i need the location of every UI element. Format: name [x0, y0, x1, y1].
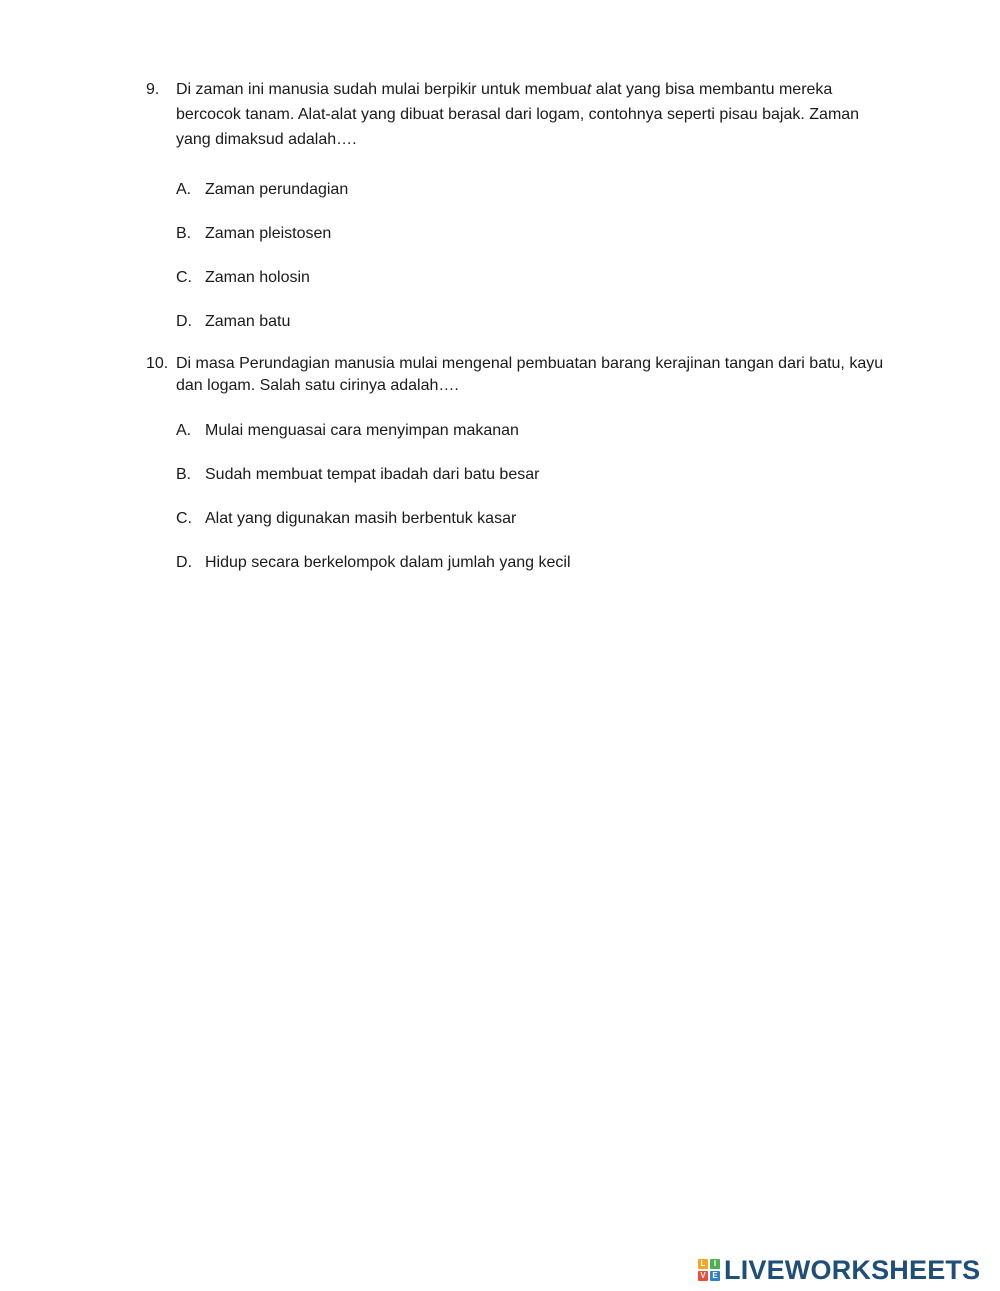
option-text: Zaman pleistosen — [205, 225, 332, 242]
option-letter: B. — [176, 225, 192, 242]
liveworksheets-logo-icon — [698, 1259, 720, 1281]
option-text: Zaman batu — [205, 313, 291, 330]
option-letter: D. — [176, 554, 192, 571]
option-text: Sudah membuat tempat ibadah dari batu besar — [205, 466, 540, 483]
logo-text: LIVEWORKSHEETS — [724, 1254, 981, 1285]
option-text: Mulai menguasai cara menyimpan makanan — [205, 422, 519, 439]
question-9-option-b[interactable] — [176, 223, 331, 245]
option-letter: C. — [176, 510, 192, 527]
option-letter: B. — [176, 466, 192, 483]
question-9 — [146, 77, 886, 152]
option-text: Zaman perundagian — [205, 181, 349, 198]
option-text: Alat yang digunakan masih berbentuk kasar — [205, 510, 517, 527]
logo-mark-tile: E — [710, 1271, 720, 1281]
question-number: 10. — [146, 355, 169, 372]
question-text-part: alat yang bisa membantu mereka bercocok tanam. Alat-alat yang dibuat berasal dari logam, contohnya seperti pisau bajak. Zaman yang dimaksud adalah…. — [176, 81, 860, 148]
question-9-option-c[interactable] — [176, 267, 310, 289]
question-text: Di masa Perundagian manusia mulai mengenal pembuatan barang kerajinan tangan dari batu, kayu dan logam. Salah satu cirinya adalah…. — [176, 355, 884, 394]
option-letter: A. — [176, 181, 192, 198]
logo-mark-tile: I — [710, 1259, 720, 1269]
logo-mark-tile: L — [698, 1259, 708, 1269]
option-text: Hidup secara berkelompok dalam jumlah yang kecil — [205, 554, 571, 571]
option-text: Zaman holosin — [205, 269, 310, 286]
question-10-option-c[interactable] — [176, 508, 516, 530]
question-10 — [146, 353, 886, 397]
option-letter: C. — [176, 269, 192, 286]
logo-mark-tile: V — [698, 1271, 708, 1281]
question-9-option-a[interactable] — [176, 179, 348, 201]
question-10-option-b[interactable] — [176, 464, 539, 486]
question-text-italic: t — [586, 81, 592, 98]
question-10-option-d[interactable] — [176, 552, 571, 574]
question-number: 9. — [146, 81, 160, 98]
question-9-option-d[interactable] — [176, 311, 290, 333]
liveworksheets-logo[interactable] — [698, 1256, 980, 1284]
option-letter: A. — [176, 422, 192, 439]
option-letter: D. — [176, 313, 192, 330]
question-text — [176, 77, 886, 152]
question-10-option-a[interactable] — [176, 420, 519, 442]
question-text-part: Di zaman ini manusia sudah mulai berpikir untuk membua — [176, 81, 587, 98]
